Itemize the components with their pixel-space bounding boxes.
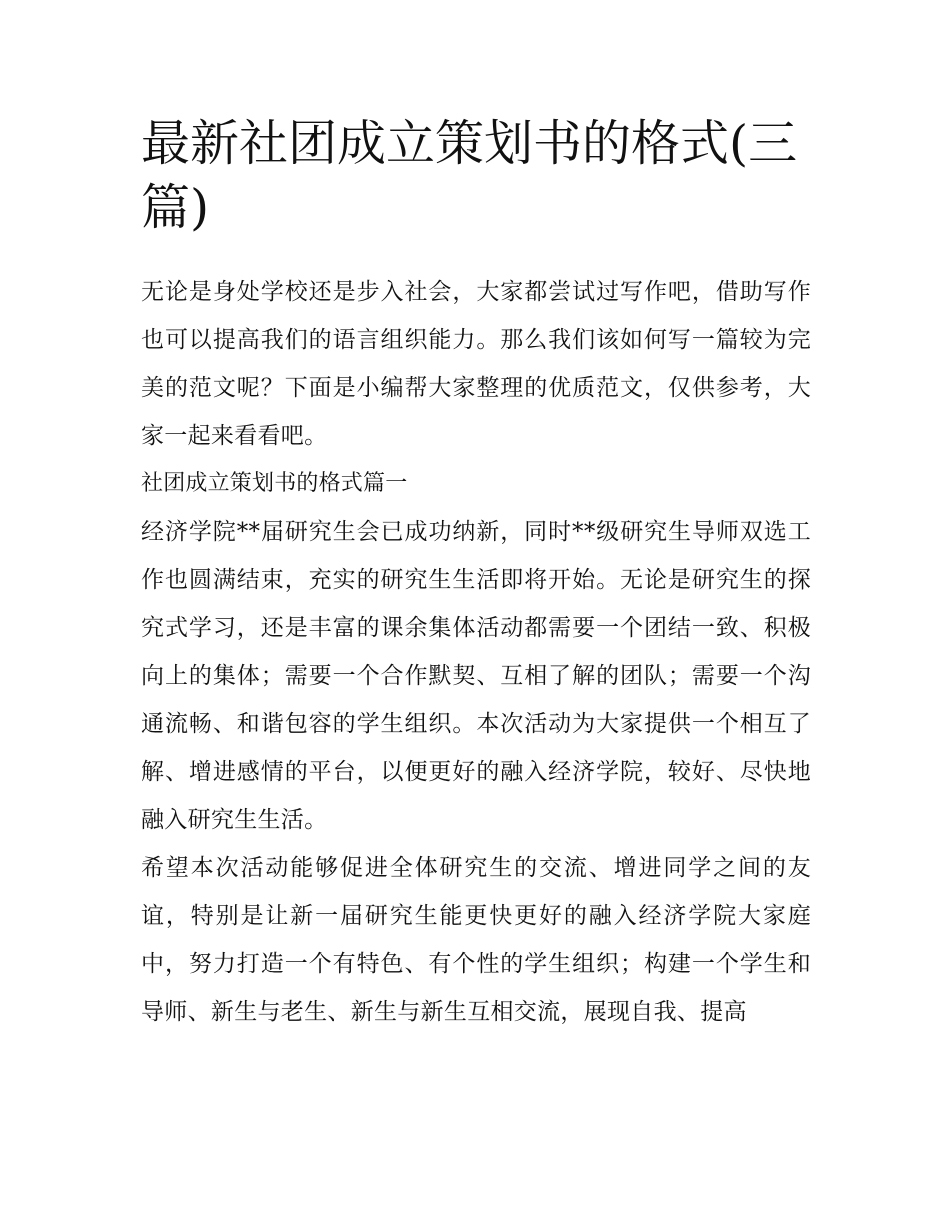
document-title: 最新社团成立策划书的格式(三篇) <box>141 115 798 236</box>
intro-paragraph: 无论是身处学校还是步入社会，大家都尝试过写作吧，借助写作也可以提高我们的语言组织能力。那么我们该如何写一篇较为完美的范文呢？下面是小编帮大家整理的优质范文，仅供参考，大家一起来看看吧。 <box>141 279 811 449</box>
section-heading: 社团成立策划书的格式篇一 <box>141 471 408 496</box>
section-paragraph-1: 经济学院**届研究生会已成功纳新，同时**级研究生导师双选工作也圆满结束，充实的研究生生活即将开始。无论是研究生的探究式学习，还是丰富的课余集体活动都需要一个团结一致、积极向上的集体；需要一个合作默契、互相了解的团队；需要一个沟通流畅、和谐包容的学生组织。本次活动为大家提供一个相互了解、增进感情的平台，以便更好的融入经济学院，较好、尽快地融入研究生生活。 <box>141 519 811 833</box>
section-paragraph-2: 希望本次活动能够促进全体研究生的交流、增进同学之间的友谊，特别是让新一届研究生能更快更好的融入经济学院大家庭中，努力打造一个有特色、有个性的学生组织；构建一个学生和导师、新生与老生、新生与新生互相交流，展现自我、提高 <box>141 855 811 1025</box>
document-page <box>141 112 811 1036</box>
document-body <box>141 268 811 1036</box>
